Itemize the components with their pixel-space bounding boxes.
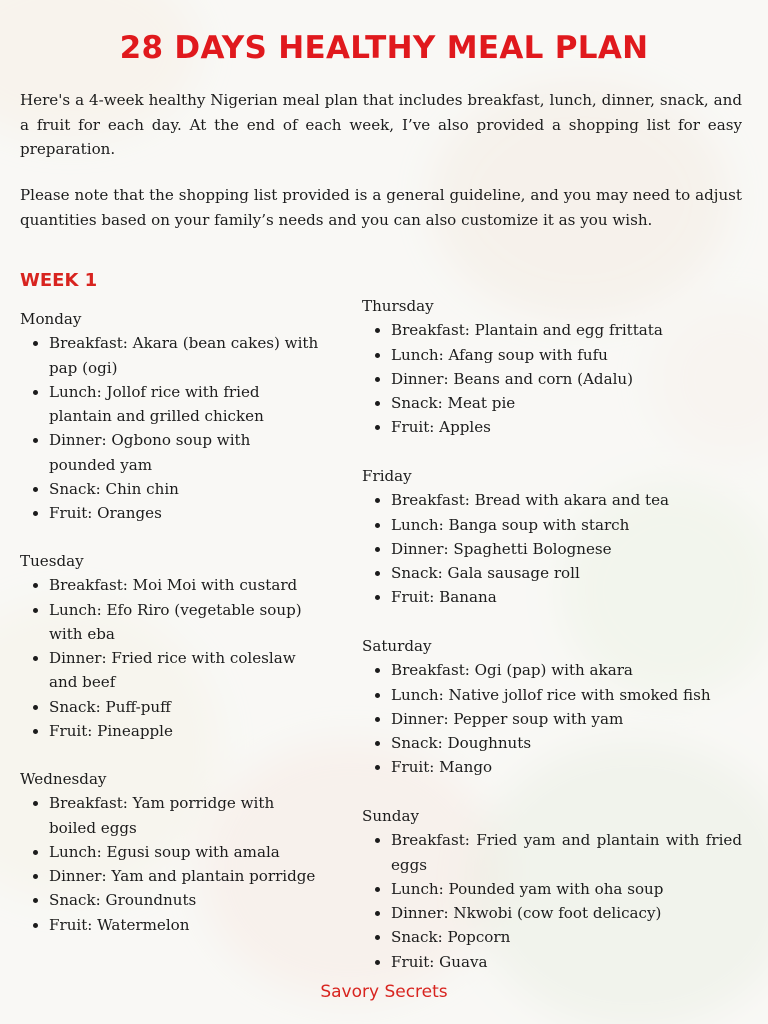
day-tuesday [20,549,320,743]
meal-item: • Breakfast: Yam porridge with boiled eggs [49,791,320,840]
meal-item: • Breakfast: Fried yam and plantain with fried eggs [391,828,742,877]
meal-list [362,658,742,779]
meal-item: • Fruit: Oranges [49,501,320,525]
meal-item: • Snack: Popcorn [391,925,742,949]
day-name: Friday [362,467,412,485]
day-sunday [362,804,742,974]
meal-item: • Breakfast: Moi Moi with custard [49,573,320,597]
meal-item: • Breakfast: Akara (bean cakes) with pap (ogi) [49,331,320,380]
day-name: Monday [20,310,82,328]
day-thursday [362,294,742,440]
meal-item: • Fruit: Guava [391,950,742,974]
meal-item: • Lunch: Banga soup with starch [391,513,742,537]
day-monday [20,307,320,526]
meal-list [20,573,320,743]
meal-item: • Snack: Meat pie [391,391,742,415]
meal-item: • Fruit: Mango [391,755,742,779]
day-friday [362,464,742,610]
meal-item: • Dinner: Nkwobi (cow foot delicacy) [391,901,742,925]
day-name: Wednesday [20,770,107,788]
note-paragraph: Please note that the shopping list provided is a general guideline, and you may need to adjust quantities based on your family’s needs and you can also customize it as you wish. [20,186,742,229]
day-name: Tuesday [20,552,84,570]
meal-item: • Breakfast: Ogi (pap) with akara [391,658,742,682]
meal-item: • Snack: Doughnuts [391,731,742,755]
meal-list [20,331,320,525]
meal-item: • Dinner: Spaghetti Bolognese [391,537,742,561]
meal-item: • Lunch: Pounded yam with oha soup [391,877,742,901]
meal-item: • Dinner: Yam and plantain porridge [49,864,320,888]
meal-item: • Dinner: Ogbono soup with pounded yam [49,428,320,477]
day-saturday [362,634,742,780]
meal-item: • Fruit: Pineapple [49,719,320,743]
day-name: Sunday [362,807,419,825]
day-name: Saturday [362,637,432,655]
meal-item: • Breakfast: Bread with akara and tea [391,488,742,512]
meal-item: • Dinner: Beans and corn (Adalu) [391,367,742,391]
meal-item: • Fruit: Watermelon [49,913,320,937]
meal-item: • Dinner: Pepper soup with yam [391,707,742,731]
meal-item: • Fruit: Banana [391,585,742,609]
meal-list [362,488,742,609]
meal-item: • Dinner: Fried rice with coleslaw and beef [49,646,320,695]
meal-item: • Breakfast: Plantain and egg frittata [391,318,742,342]
meal-item: • Lunch: Afang soup with fufu [391,343,742,367]
meal-item: • Snack: Puff-puff [49,695,320,719]
page-title: 28 DAYS HEALTHY MEAL PLAN [119,30,649,66]
meal-list [20,791,320,937]
meal-item: • Lunch: Egusi soup with amala [49,840,320,864]
meal-item: • Snack: Groundnuts [49,888,320,912]
meal-item: • Snack: Gala sausage roll [391,561,742,585]
meal-item: • Lunch: Jollof rice with fried plantain and grilled chicken [49,380,320,429]
meal-list [362,318,742,439]
meal-list [362,828,742,974]
meal-item: • Snack: Chin chin [49,477,320,501]
week-heading: WEEK 1 [20,270,98,291]
meal-item: • Lunch: Efo Riro (vegetable soup) with eba [49,598,320,647]
brand-footer: Savory Secrets [320,982,448,1002]
day-name: Thursday [362,297,434,315]
intro-paragraph: Here's a 4-week healthy Nigerian meal plan that includes breakfast, lunch, dinner, snack, and a fruit for each day. At the end of each week, I’ve also provided a shopping list for easy preparation. [20,91,742,158]
day-wednesday [20,767,320,937]
meal-item: • Fruit: Apples [391,415,742,439]
meal-item: • Lunch: Native jollof rice with smoked fish [391,683,742,707]
